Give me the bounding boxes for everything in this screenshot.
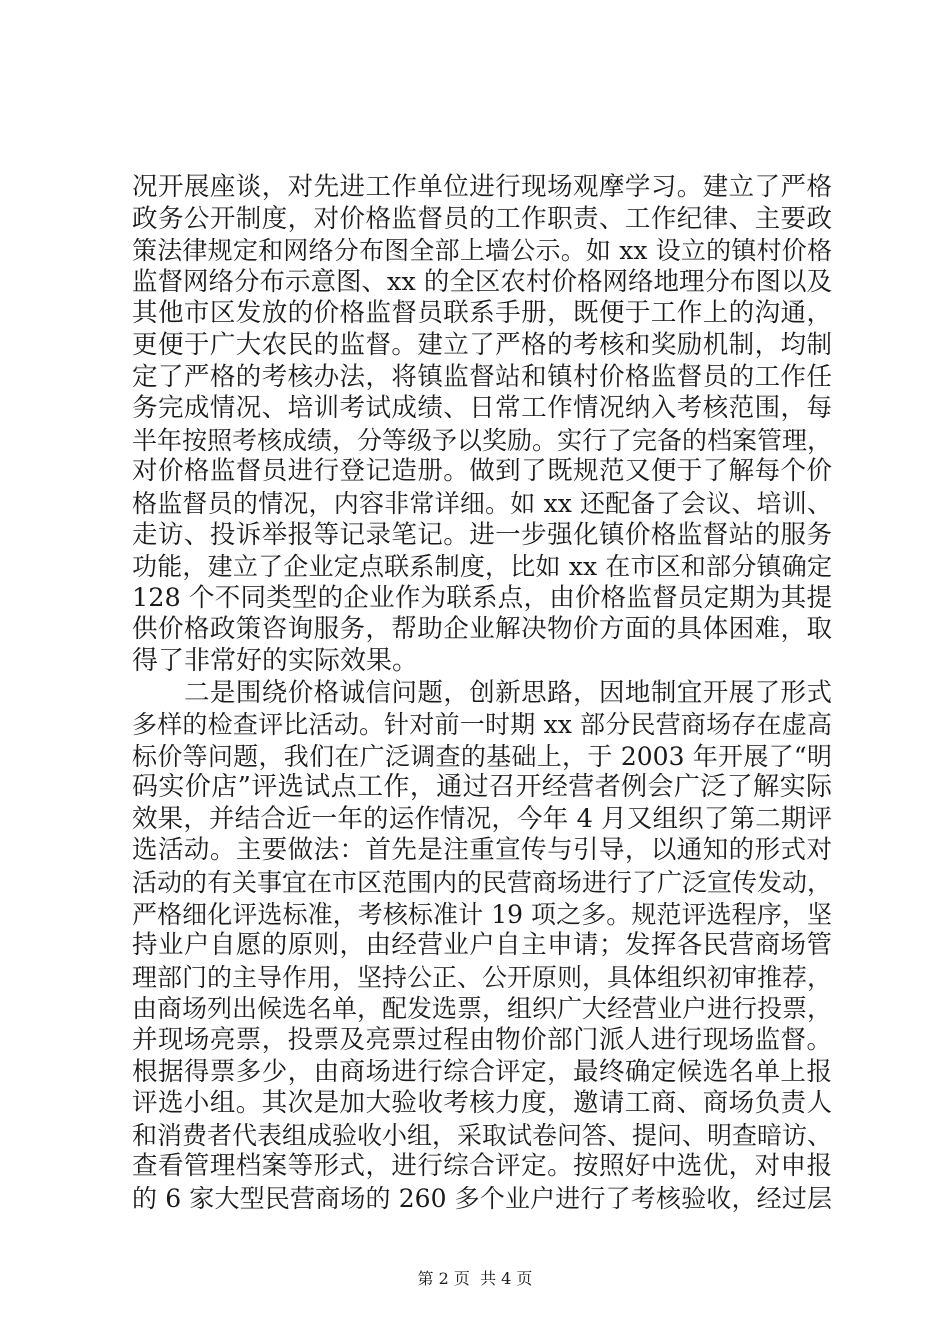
text-line: 务完成情况、培训考试成绩、日常工作情况纳入考核范围，每: [132, 393, 832, 424]
text-line: 持业户自愿的原则，由经营业户自主申请；发挥各民营商场管: [132, 930, 832, 961]
page-number-footer: 第 2 页 共 4 页: [417, 1269, 533, 1288]
text-line: 功能，建立了企业定点联系制度，比如 xx 在市区和部分镇确定: [132, 552, 832, 582]
text-line: 和消费者代表组成验收小组，采取试卷问答、提问、明查暗访、: [132, 1120, 833, 1150]
text-line: 走访、投诉举报等记录笔记。进一步强化镇价格监督站的服务: [132, 519, 832, 550]
text-line: 查看管理档案等形式，进行综合评定。按照好中选优，对申报: [132, 1151, 832, 1182]
text-line: 根据得票多少，由商场进行综合评定，最终确定候选名单上报: [132, 1056, 832, 1087]
text-line: 策法律规定和网络分布图全部上墙公示。如 xx 设立的镇村价格: [132, 236, 832, 266]
text-line: 其他市区发放的价格监督员联系手册，既便于工作上的沟通，: [132, 298, 832, 329]
body-text: [132, 172, 832, 1215]
text-line: 严格细化评选标准，考核标准计 19 项之多。规范评选程序，坚: [132, 899, 832, 929]
text-line: 供价格政策咨询服务，帮助企业解决物价方面的具体困难，取: [132, 614, 832, 645]
text-line: 格监督员的情况，内容非常详细。如 xx 还配备了会议、培训、: [132, 488, 832, 518]
text-line: 并现场亮票，投票及亮票过程由物价部门派人进行现场监督。: [132, 1025, 832, 1056]
text-line: 定了严格的考核办法，将镇监督站和镇村价格监督员的工作任: [132, 361, 832, 392]
text-line: 活动的有关事宜在市区范围内的民营商场进行了广泛宣传发动，: [132, 868, 833, 898]
text-line: 的 6 家大型民营商场的 260 多个业户进行了考核验收，经过层: [132, 1184, 832, 1213]
text-line: 评选小组。其次是加大验收考核力度，邀请工商、商场负责人: [132, 1088, 832, 1119]
text-line: 由商场列出候选名单，配发选票，组织广大经营业户进行投票，: [132, 994, 833, 1024]
text-line: 政务公开制度，对价格监督员的工作职责、工作纪律、主要政: [132, 203, 832, 234]
text-line: 效果，并结合近一年的运作情况，今年 4 月又组织了第二期评: [132, 803, 832, 834]
text-line: 对价格监督员进行登记造册。做到了既规范又便于了解每个价: [132, 456, 832, 487]
text-line: 监督网络分布示意图、xx 的全区农村价格网络地理分布图以及: [132, 266, 832, 297]
text-line: 码实价店”评选试点工作，通过召开经营者例会广泛了解实际: [132, 772, 832, 803]
text-line: 128 个不同类型的企业作为联系点，由价格监督员定期为其提: [132, 582, 832, 613]
text-line: 半年按照考核成绩，分等级予以奖励。实行了完备的档案管理，: [132, 425, 833, 455]
text-line: 况开展座谈，对先进工作单位进行现场观摩学习。建立了严格: [132, 172, 832, 202]
paragraph-end-line: 得了非常好的实际效果。: [132, 645, 419, 676]
text-line: 更便于广大农民的监督。建立了严格的考核和奖励机制，均制: [132, 329, 832, 360]
paragraph-start-line: 二是围绕价格诚信问题，创新思路，因地制宜开展了形式: [184, 677, 832, 708]
text-line: 选活动。主要做法：首先是注重宣传与引导，以通知的形式对: [132, 835, 832, 866]
text-line: 理部门的主导作用，坚持公正、公开原则，具体组织初审推荐，: [132, 962, 833, 992]
text-line: 多样的检查评比活动。针对前一时期 xx 部分民营商场存在虚高: [132, 710, 832, 740]
text-line: 标价等问题，我们在广泛调查的基础上，于 2003 年开展了“明: [132, 741, 832, 771]
